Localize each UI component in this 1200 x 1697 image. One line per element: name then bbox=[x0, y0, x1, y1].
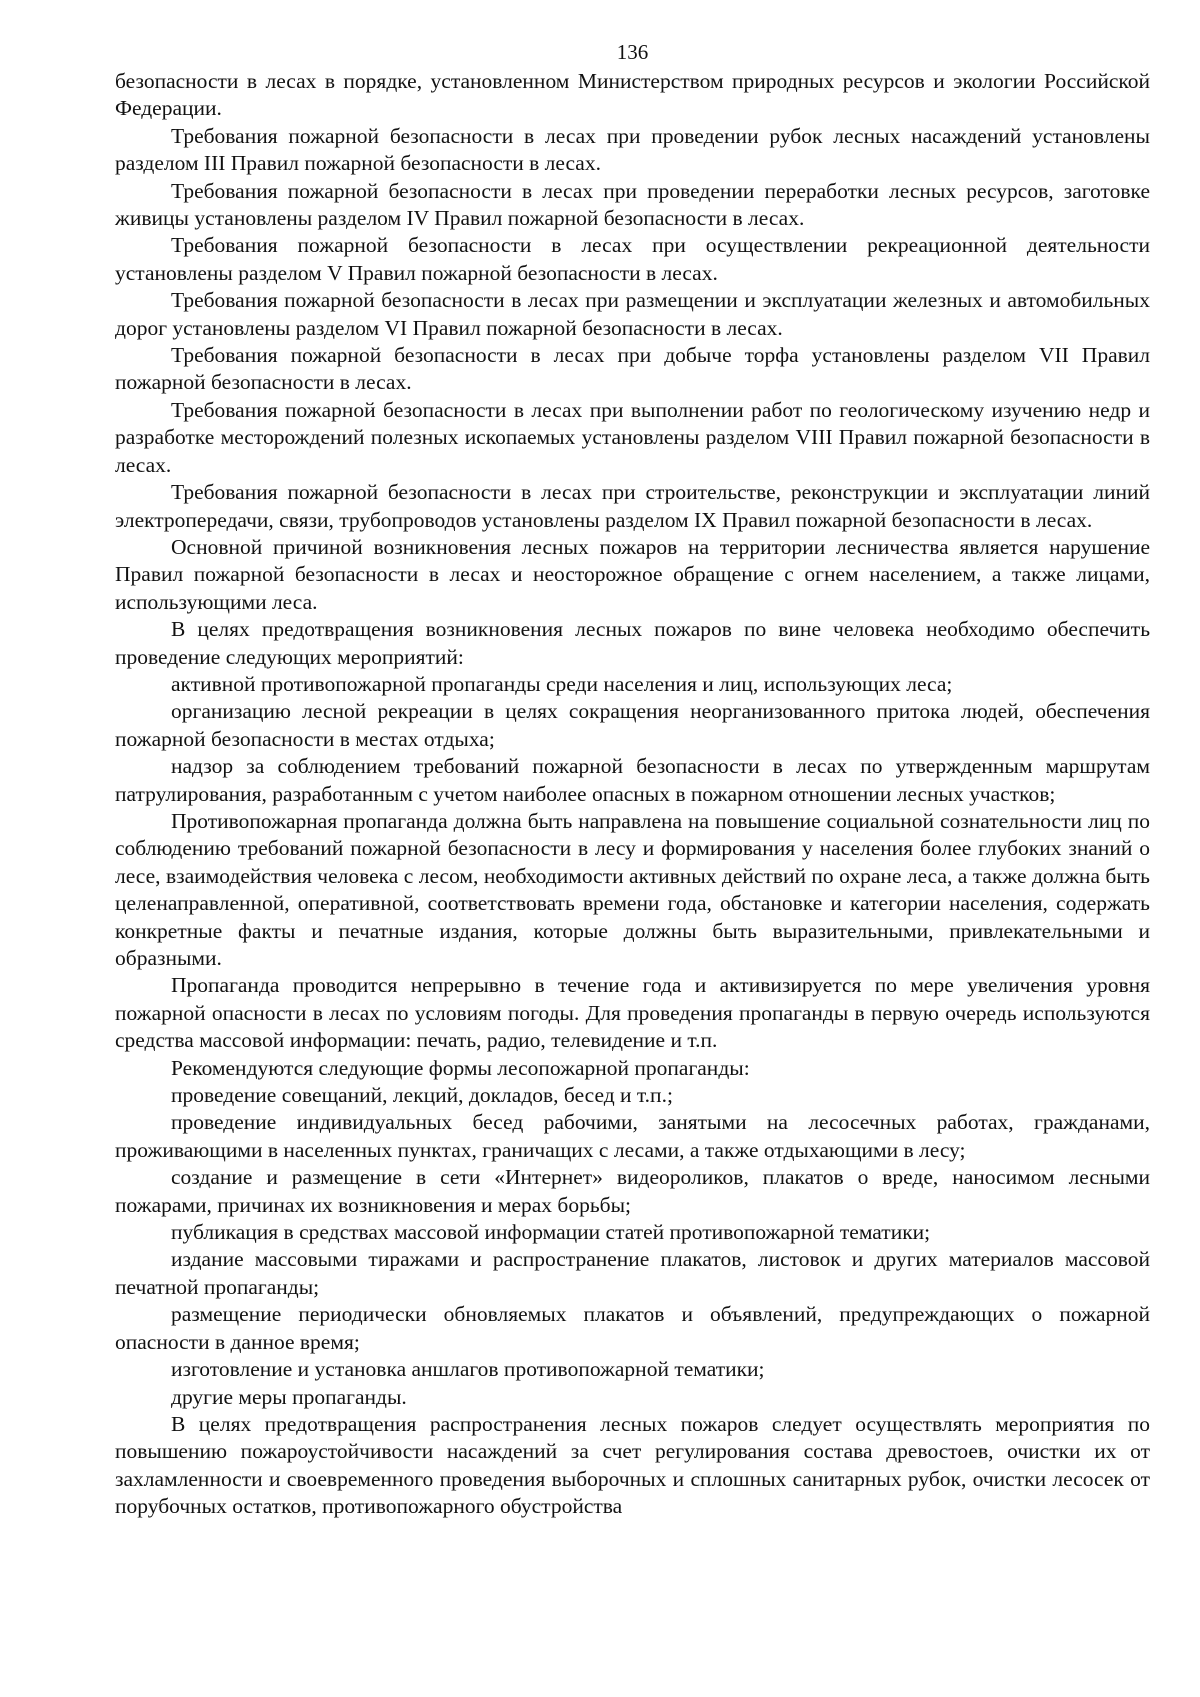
list-item: проведение индивидуальных бесед рабочими, занятыми на лесосечных работах, гражданами, проживающими в населенных пунктах, граничащих с лесами, а также отдыхающими в лесу; bbox=[115, 1110, 1150, 1162]
paragraph: Пропаганда проводится непрерывно в течение года и активизируется по мере увеличения уровня пожарной опасности в лесах по условиям погоды. Для проведения пропаганды в первую очередь используются средства массовой информации: печать, радио, телевидение и т.п. bbox=[115, 973, 1150, 1053]
list-item: размещение периодически обновляемых плакатов и объявлений, предупреждающих о пожарной опасности в данное время; bbox=[115, 1302, 1150, 1354]
paragraph: Рекомендуются следующие формы лесопожарной пропаганды: bbox=[171, 1055, 750, 1080]
list-item: активной противопожарной пропаганды среди населения и лиц, использующих леса; bbox=[171, 671, 953, 696]
paragraph: Требования пожарной безопасности в лесах при выполнении работ по геологическому изучению недр и разработке месторождений полезных ископаемых установлены разделом VIII Правил пожарной безопасности в лесах. bbox=[115, 397, 1150, 477]
paragraph: Требования пожарной безопасности в лесах при добыче торфа установлены разделом VII Правил пожарной безопасности в лесах. bbox=[115, 343, 1150, 395]
list-item: надзор за соблюдением требований пожарной безопасности в лесах по утвержденным маршрутам патрулирования, разработанным с учетом наиболее опасных в пожарном отношении лесных участков; bbox=[115, 754, 1150, 806]
document-body bbox=[115, 68, 1150, 1521]
list-item: организацию лесной рекреации в целях сокращения неорганизованного притока людей, обеспечения пожарной безопасности в местах отдыха; bbox=[115, 699, 1150, 751]
page-number: 136 bbox=[616, 40, 649, 64]
paragraph: В целях предотвращения распространения лесных пожаров следует осуществлять мероприятия по повышению пожароустойчивости насаждений за счет регулирования состава древостоев, очистки их от захламленности и своевременного проведения выборочных и сплошных санитарных рубок, очистки лесосек от порубочных остатков, противопожарного обустройства bbox=[115, 1411, 1150, 1519]
paragraph: Основной причиной возникновения лесных пожаров на территории лесничества является нарушение Правил пожарной безопасности в лесах и неосторожное обращение с огнем населением, а также лицами, использующими леса. bbox=[115, 534, 1150, 614]
paragraph: Требования пожарной безопасности в лесах при осуществлении рекреационной деятельности установлены разделом V Правил пожарной безопасности в лесах. bbox=[115, 233, 1150, 285]
list-item: публикация в средствах массовой информации статей противопожарной тематики; bbox=[171, 1220, 931, 1245]
list-item: другие меры пропаганды. bbox=[171, 1384, 407, 1409]
paragraph: безопасности в лесах в порядке, установленном Министерством природных ресурсов и экологии Российской Федерации. bbox=[115, 69, 1150, 121]
paragraph: Противопожарная пропаганда должна быть направлена на повышение социальной сознательности лиц по соблюдению требований пожарной безопасности в лесу и формирования у населения более глубоких знаний о лесе, взаимодействия человека с лесом, необходимости активных действий по охране леса, а также должна быть целенаправленной, оперативной, соответствовать времени года, обстановке и категории населения, содержать конкретные факты и печатные издания, которые должны быть выразительными, привлекательными и образными. bbox=[115, 808, 1150, 970]
paragraph: Требования пожарной безопасности в лесах при строительстве, реконструкции и эксплуатации линий электропередачи, связи, трубопроводов установлены разделом IX Правил пожарной безопасности в лесах. bbox=[115, 480, 1150, 532]
paragraph: В целях предотвращения возникновения лесных пожаров по вине человека необходимо обеспечить проведение следующих мероприятий: bbox=[115, 617, 1150, 669]
paragraph: Требования пожарной безопасности в лесах при проведении рубок лесных насаждений установлены разделом III Правил пожарной безопасности в лесах. bbox=[115, 123, 1150, 176]
paragraph: Требования пожарной безопасности в лесах при проведении переработки лесных ресурсов, заготовке живицы установлены разделом IV Правил пожарной безопасности в лесах. bbox=[115, 178, 1150, 231]
list-item: изготовление и установка аншлагов противопожарной тематики; bbox=[171, 1357, 765, 1382]
list-item: издание массовыми тиражами и распространение плакатов, листовок и других материалов массовой печатной пропаганды; bbox=[115, 1247, 1150, 1299]
list-item: проведение совещаний, лекций, докладов, бесед и т.п.; bbox=[171, 1083, 673, 1108]
list-item: создание и размещение в сети «Интернет» видеороликов, плакатов о вреде, наносимом лесными пожарами, причинах их возникновения и мерах борьбы; bbox=[115, 1165, 1150, 1217]
paragraph: Требования пожарной безопасности в лесах при размещении и эксплуатации железных и автомобильных дорог установлены разделом VI Правил пожарной безопасности в лесах. bbox=[115, 288, 1150, 340]
